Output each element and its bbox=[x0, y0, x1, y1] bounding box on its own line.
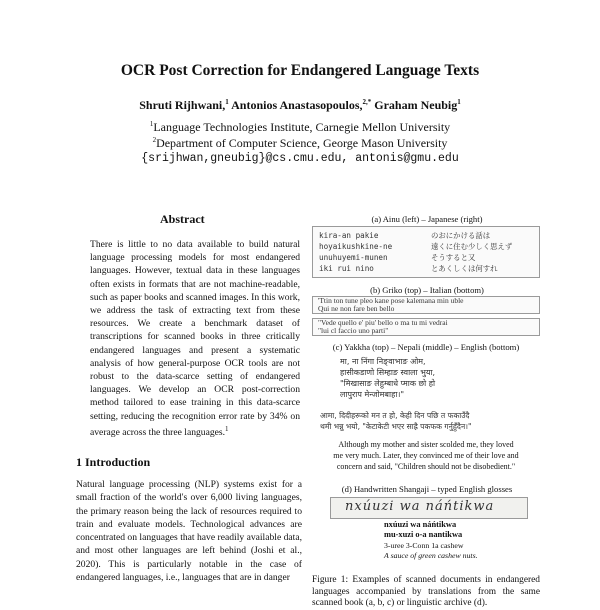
figure-c-nepali bbox=[320, 410, 540, 432]
figure-d-handwriting bbox=[330, 497, 528, 519]
figure-b-scan-top bbox=[312, 296, 540, 314]
japanese-line: のおにかける話は bbox=[431, 231, 491, 240]
affiliation-2 bbox=[0, 136, 600, 151]
paper-title: OCR Post Correction for Endangered Language Texts bbox=[120, 62, 480, 79]
gloss-line: nxúuzi wa náńtikwa bbox=[384, 520, 457, 529]
italian-line: "Vede quello e' piu' bello o ma tu mi vedrai bbox=[318, 318, 448, 327]
affiliation-1 bbox=[0, 120, 600, 135]
griko-line: Qui ne non fare ben bello bbox=[318, 304, 395, 313]
gloss-line: A sauce of green cashew nuts. bbox=[384, 551, 478, 561]
japanese-line: とあくしくは何すれ bbox=[431, 264, 498, 273]
ainu-line: kira-an pakie bbox=[319, 231, 379, 240]
figure-c-yakkha bbox=[340, 356, 540, 400]
abstract-footnote-mark: 1 bbox=[225, 424, 229, 433]
figure-d-caption: (d) Handwritten Shangaji – typed English glosses bbox=[341, 484, 513, 494]
ainu-line: unuhuyemi-munen bbox=[319, 253, 388, 262]
figure-1-caption: Figure 1: Examples of scanned documents in endangered languages accompanied by translations from the same scanned book (a, b, c) or linguistic archive (d). bbox=[312, 575, 540, 608]
affiliation-1-text: Language Technologies Institute, Carnegie Mellon University bbox=[153, 120, 451, 134]
ainu-line: iki rui nino bbox=[319, 264, 374, 273]
author-1: Shruti Rijhwani, bbox=[139, 98, 226, 112]
author-2-affil: 2,* bbox=[362, 98, 372, 106]
ainu-line: hoyaikushkine-ne bbox=[319, 242, 393, 251]
author-list bbox=[0, 98, 600, 113]
figure-a-ainu bbox=[319, 230, 392, 274]
english-line: Although my mother and sister scolded me, they loved bbox=[338, 440, 514, 449]
introduction-heading: 1 Introduction bbox=[76, 455, 151, 469]
introduction-text: Natural language processing (NLP) systems exist for a small fraction of the world's over 6,000 living languages, the primary reason being the lack of resources required to train and evaluate models. Technological advances are concentrated on languages that have readily available data, and most other languages are left behind (Joshi et al., 2020). This is particularly notable in the case of endangered languages, i.e., languages that are in danger bbox=[76, 479, 302, 584]
figure-d-glosses bbox=[384, 520, 544, 562]
yakkha-line: "मिखासाङ लेहुम्बाधे प्माक छो हो bbox=[340, 379, 436, 388]
abstract-body bbox=[90, 238, 300, 439]
figure-b-caption: (b) Griko (top) – Italian (bottom) bbox=[370, 285, 484, 295]
japanese-line: 遠くに住む少しく思えず bbox=[431, 242, 513, 251]
author-3: Graham Neubig bbox=[374, 98, 458, 112]
handwritten-text: nxúuzi wa náńtikwa bbox=[345, 499, 495, 514]
yakkha-line: लापुराप मेन्जोमबाहा।" bbox=[340, 390, 405, 399]
yakkha-line: मा, ना निंगा निङ्वाभाङ ओम, bbox=[340, 357, 426, 366]
figure-a-caption: (a) Ainu (left) – Japanese (right) bbox=[371, 214, 483, 224]
author-3-affil: 1 bbox=[457, 98, 461, 106]
figure-b-scan-bottom bbox=[312, 318, 540, 336]
gloss-line: 3-uree 3-Conn 1a cashew bbox=[384, 540, 464, 550]
affiliation-2-mark: 2 bbox=[152, 136, 157, 144]
english-line: me very much. Later, they convinced me of their love and bbox=[333, 451, 519, 460]
abstract-text: There is little to no data available to build natural language processing models for most endangered languages. However, textual data in these languages often exists in formats that are not machine-readable, such as paper books and scanned images. In this work, we address the task of extracting text from these resources. We create a benchmark dataset of transcriptions for scanned books in three critically endangered languages and present a systematic analysis of how general-purpose OCR tools are not robust to the data-scarce setting of endangered languages. We develop an OCR post-correction method tailored to ease training in this data-scarce setting, reducing the recognition error rate by 34% on average across the three languages. bbox=[90, 239, 300, 439]
figure-c-english bbox=[306, 439, 546, 472]
gloss-line: mu-xuzi o-a nantikwa bbox=[384, 530, 463, 540]
italian-line: "lui cl faccio uno parti" bbox=[318, 326, 389, 335]
nepali-line: थमी भन्नु भयो, "केटाकेटी भएर साह्रै पकफक गर्नुहुँदैन।" bbox=[320, 422, 472, 431]
author-emails: {srijhwan,gneubig}@cs.cmu.edu, antonis@gmu.edu bbox=[141, 152, 459, 165]
affiliation-2-text: Department of Computer Science, George Mason University bbox=[156, 136, 448, 150]
figure-c-caption: (c) Yakkha (top) – Nepali (middle) – English (bottom) bbox=[332, 342, 520, 352]
abstract-heading: Abstract bbox=[160, 212, 205, 226]
figure-a-japanese bbox=[431, 230, 512, 274]
author-2: Antonios Anastasopoulos, bbox=[231, 98, 363, 112]
affiliation-1-mark: 1 bbox=[149, 120, 154, 128]
griko-line: 'Ttin ton tune pleo kane pose kalemana min uble bbox=[318, 296, 464, 305]
author-1-affil: 1 bbox=[225, 98, 229, 106]
english-line: concern and said, "Children should not be disobedient." bbox=[336, 462, 516, 471]
figure-a-scan bbox=[312, 226, 540, 278]
nepali-line: आमा, दिदीहरूको मन त हो, केही दिन पछि त फकाउँदै bbox=[320, 411, 470, 420]
japanese-line: そうすると又 bbox=[431, 253, 476, 262]
yakkha-line: हासीकडाणो सिम्हाङ स्वाला भुया, bbox=[340, 368, 436, 377]
